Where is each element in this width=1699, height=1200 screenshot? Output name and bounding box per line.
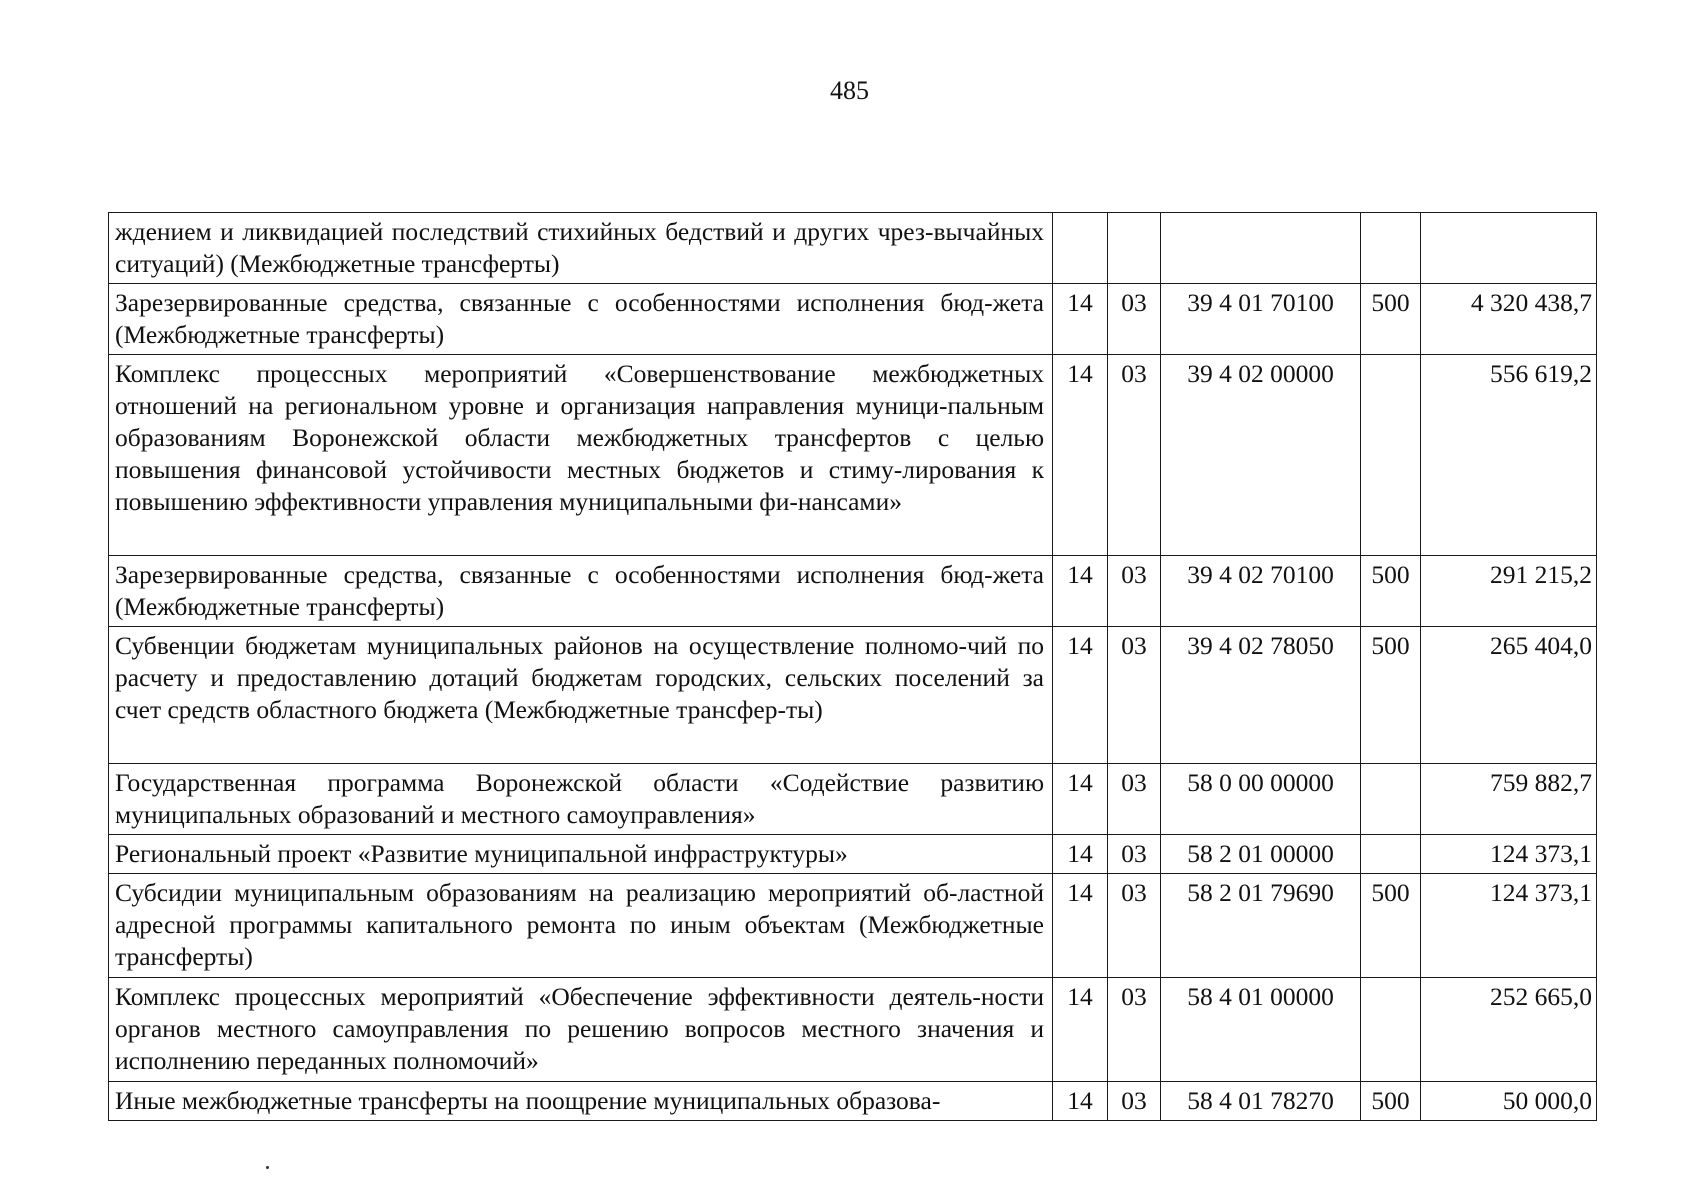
section-code: 14 [1053, 1082, 1108, 1121]
table-row [109, 874, 1597, 978]
subsection-code: 03 [1108, 355, 1161, 556]
subsection-code: 03 [1108, 764, 1161, 835]
expense-type-code: 500 [1361, 874, 1421, 978]
subsection-code: 03 [1108, 1082, 1161, 1121]
table-row [109, 213, 1597, 284]
section-code: 14 [1053, 978, 1108, 1082]
subsection-code: 03 [1108, 556, 1161, 627]
subsection-code: 03 [1108, 627, 1161, 764]
row-description: ждением и ликвидацией последствий стихийных бедствий и других чрез-вычайных ситуаций) (Межбюджетные трансферты) [109, 213, 1053, 284]
row-description: Комплекс процессных мероприятий «Обеспечение эффективности деятель-ности органов местного самоуправления по решению вопросов местного значения и исполнению переданных полномочий» [109, 978, 1053, 1082]
target-article-code: 39 4 02 78050 [1161, 627, 1361, 764]
target-article-code [1161, 213, 1361, 284]
section-code [1053, 213, 1108, 284]
target-article-code: 58 2 01 00000 [1161, 835, 1361, 874]
section-code: 14 [1053, 355, 1108, 556]
expense-type-code: 500 [1361, 1082, 1421, 1121]
table-row [109, 1082, 1597, 1121]
target-article-code: 39 4 02 70100 [1161, 556, 1361, 627]
amount-value: 50 000,0 [1421, 1082, 1597, 1121]
section-code: 14 [1053, 284, 1108, 355]
expense-type-code: 500 [1361, 284, 1421, 355]
expense-type-code: 500 [1361, 627, 1421, 764]
table-row [109, 835, 1597, 874]
expense-type-code [1361, 978, 1421, 1082]
page-number: 485 [830, 76, 869, 105]
amount-value: 252 665,0 [1421, 978, 1597, 1082]
row-description: Зарезервированные средства, связанные с особенностями исполнения бюд-жета (Межбюджетные трансферты) [109, 284, 1053, 355]
section-code: 14 [1053, 627, 1108, 764]
row-description: Субвенции бюджетам муниципальных районов на осуществление полномо-чий по расчету и предоставлению дотаций бюджетам городских, сельских поселений за счет средств областного бюджета (Межбюджетные трансфер-ты) [109, 627, 1053, 764]
amount-value: 265 404,0 [1421, 627, 1597, 764]
table-row [109, 556, 1597, 627]
section-code: 14 [1053, 556, 1108, 627]
scan-speck [266, 1166, 269, 1169]
amount-value [1421, 213, 1597, 284]
budget-table [108, 212, 1597, 1121]
row-description: Комплекс процессных мероприятий «Совершенствование межбюджетных отношений на региональном уровне и организация направления муници-пальным образованиям Воронежской области межбюджетных трансфертов с целью повышения финансовой устойчивости местных бюджетов и стиму-лирования к повышению эффективности управления муниципальными фи-нансами» [109, 355, 1053, 556]
table-row [109, 355, 1597, 556]
expense-type-code [1361, 835, 1421, 874]
section-code: 14 [1053, 764, 1108, 835]
target-article-code: 58 4 01 00000 [1161, 978, 1361, 1082]
subsection-code: 03 [1108, 978, 1161, 1082]
subsection-code: 03 [1108, 835, 1161, 874]
subsection-code: 03 [1108, 284, 1161, 355]
target-article-code: 58 0 00 00000 [1161, 764, 1361, 835]
table-row [109, 764, 1597, 835]
section-code: 14 [1053, 835, 1108, 874]
amount-value: 4 320 438,7 [1421, 284, 1597, 355]
subsection-code [1108, 213, 1161, 284]
table-row [109, 978, 1597, 1082]
amount-value: 759 882,7 [1421, 764, 1597, 835]
subsection-code: 03 [1108, 874, 1161, 978]
target-article-code: 58 4 01 78270 [1161, 1082, 1361, 1121]
target-article-code: 39 4 02 00000 [1161, 355, 1361, 556]
row-description: Государственная программа Воронежской области «Содействие развитию муниципальных образований и местного самоуправления» [109, 764, 1053, 835]
row-description: Зарезервированные средства, связанные с особенностями исполнения бюд-жета (Межбюджетные трансферты) [109, 556, 1053, 627]
expense-type-code: 500 [1361, 556, 1421, 627]
expense-type-code [1361, 764, 1421, 835]
amount-value: 124 373,1 [1421, 835, 1597, 874]
expense-type-code [1361, 355, 1421, 556]
amount-value: 124 373,1 [1421, 874, 1597, 978]
table-row [109, 627, 1597, 764]
row-description: Иные межбюджетные трансферты на поощрение муниципальных образова- [109, 1082, 1053, 1121]
target-article-code: 58 2 01 79690 [1161, 874, 1361, 978]
section-code: 14 [1053, 874, 1108, 978]
row-description: Региональный проект «Развитие муниципальной инфраструктуры» [109, 835, 1053, 874]
amount-value: 291 215,2 [1421, 556, 1597, 627]
expense-type-code [1361, 213, 1421, 284]
row-description: Субсидии муниципальным образованиям на реализацию мероприятий об-ластной адресной программы капитального ремонта по иным объектам (Межбюджетные трансферты) [109, 874, 1053, 978]
table-row [109, 284, 1597, 355]
amount-value: 556 619,2 [1421, 355, 1597, 556]
target-article-code: 39 4 01 70100 [1161, 284, 1361, 355]
